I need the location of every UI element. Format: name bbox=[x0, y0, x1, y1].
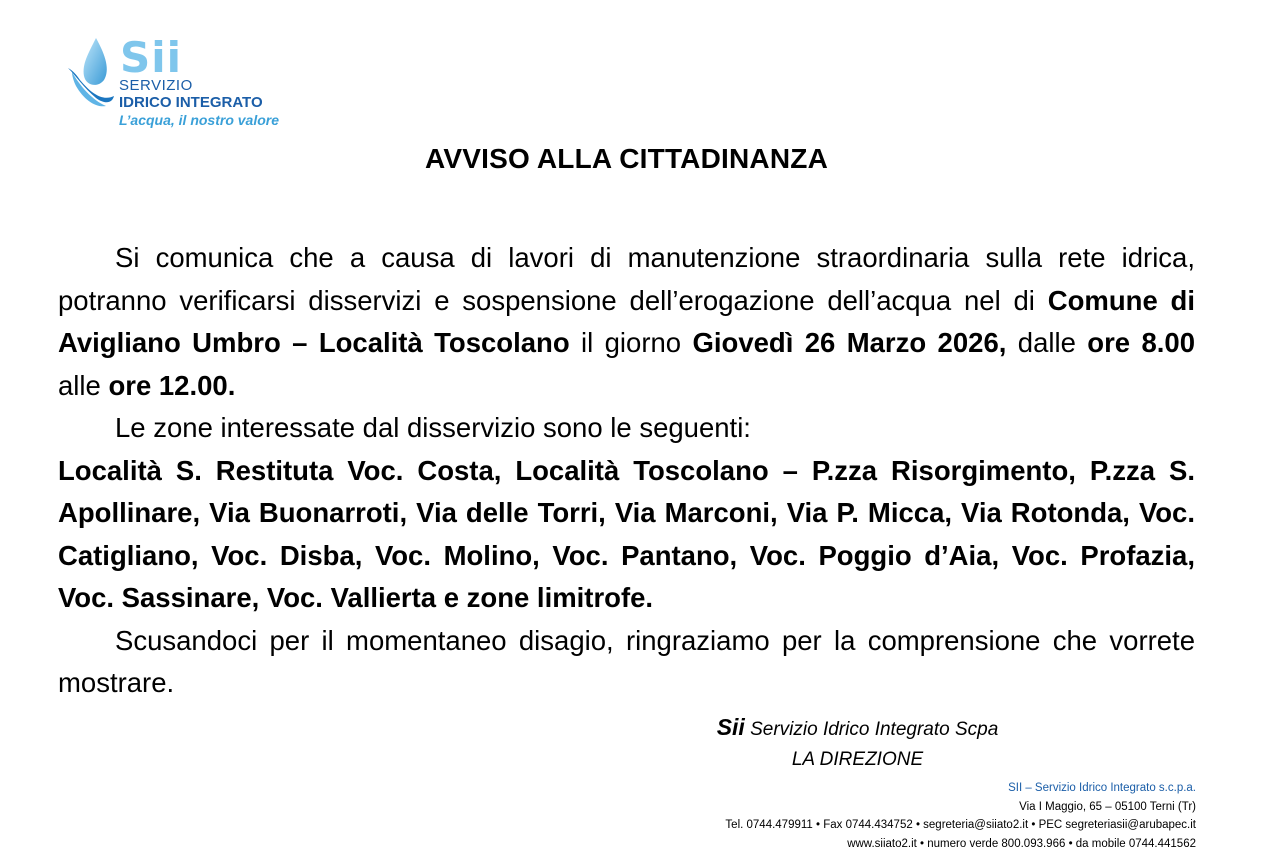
intro-text-2: il giorno bbox=[570, 327, 693, 358]
notice-title: AVVISO ALLA CITTADINANZA bbox=[0, 143, 1253, 175]
footer-phone-email: Tel. 0744.479911 • Fax 0744.434752 • segreteria@siiato2.it • PEC segreteriasii@arubapec.it bbox=[725, 816, 1196, 835]
footer-company: SII – Servizio Idrico Integrato s.c.p.a. bbox=[725, 779, 1196, 798]
intro-paragraph bbox=[58, 237, 1195, 407]
logo-wordmark: Sii bbox=[120, 36, 182, 80]
closing-paragraph: Scusandoci per il momentaneo disagio, ringraziamo per la comprensione che vorrete mostrare. bbox=[58, 620, 1195, 705]
footer-contacts bbox=[725, 779, 1196, 853]
intro-text-1: Si comunica che a causa di lavori di manutenzione straordinaria sulla rete idrica, potranno verificarsi disservizi e sospensione dell’erogazione dell’acqua nel di bbox=[58, 242, 1195, 316]
zones-list: Località S. Restituta Voc. Costa, Località Toscolano – P.zza Risorgimento, P.zza S. Apollinare, Via Buonarroti, Via delle Torri, Via Marconi, Via P. Micca, Via Rotonda, Voc. Catigliano, Voc. Disba, Voc. Molino, Voc. Pantano, Voc. Poggio d’Aia, Voc. Profazia, Voc. Sassinare, Voc. Vallierta e zone limitrofe. bbox=[58, 450, 1195, 620]
signature-brand: Sii bbox=[717, 714, 745, 740]
signature-company-name: Servizio Idrico Integrato Scpa bbox=[745, 719, 998, 740]
intro-text-3: dalle bbox=[1006, 327, 1087, 358]
date-text: Giovedì 26 Marzo 2026, bbox=[692, 327, 1006, 358]
footer-web: www.siiato2.it • numero verde 800.093.966 • da mobile 0744.441562 bbox=[725, 835, 1196, 853]
water-drop-icon bbox=[66, 36, 121, 111]
logo-line-2: IDRICO INTEGRATO bbox=[119, 94, 263, 111]
location-text: Comune di Avigliano Umbro – Località Toscolano bbox=[58, 285, 1195, 359]
notice-body bbox=[58, 237, 1195, 705]
logo-line-1: SERVIZIO bbox=[119, 77, 193, 94]
intro-text-4: alle bbox=[58, 370, 108, 401]
signature-direction: LA DIREZIONE bbox=[620, 745, 1095, 775]
end-time-text: ore 12.00. bbox=[108, 370, 235, 401]
logo-tagline: L’acqua, il nostro valore bbox=[119, 112, 279, 128]
signature-company bbox=[620, 712, 1095, 745]
zones-intro: Le zone interessate dal disservizio sono le seguenti: bbox=[58, 407, 1195, 450]
start-time-text: ore 8.00 bbox=[1087, 327, 1195, 358]
company-logo bbox=[66, 36, 296, 131]
signature bbox=[620, 712, 1095, 775]
footer-address: Via I Maggio, 65 – 05100 Terni (Tr) bbox=[725, 798, 1196, 817]
